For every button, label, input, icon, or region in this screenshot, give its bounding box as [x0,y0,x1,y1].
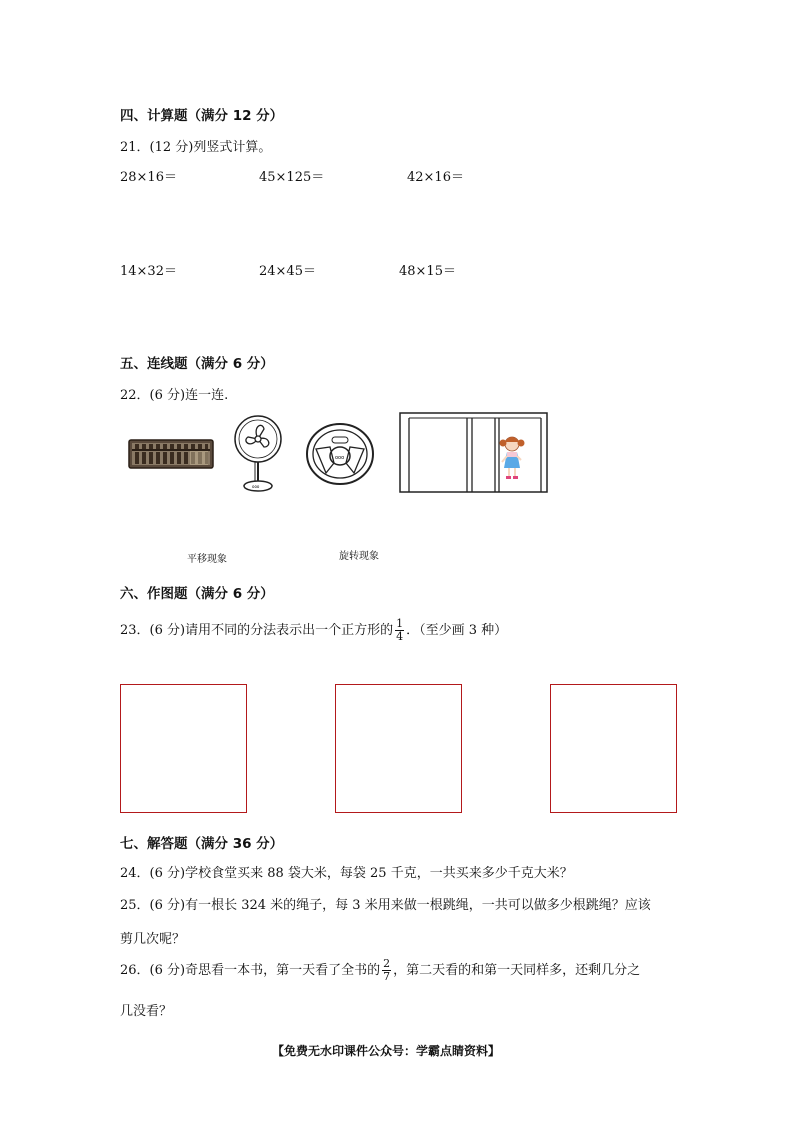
section6-heading: 六、作图题（满分 6 分） [120,586,274,602]
problem-28x16: 28×16＝ [120,170,177,185]
steering-wheel-image [304,421,376,487]
fraction-denominator: 7 [383,970,391,983]
section7-heading: 七、解答题（满分 36 分） [120,836,284,852]
question-26-suffix: ，第二天看的和第一天同样多，还剩几分之 [393,963,641,978]
svg-text:ooo: ooo [252,484,260,489]
question-23-text: 23．(6 分)请用不同的分法表示出一个正方形的 [120,623,394,638]
fan-image [232,413,284,493]
drawing-square-2[interactable] [335,684,462,813]
question-21: 21．(12 分)列竖式计算。 [120,140,272,155]
problem-48x15: 48×15＝ [399,264,456,279]
problem-14x32: 14×32＝ [120,264,177,279]
fraction-numerator: 2 [383,957,391,970]
window-girl-image [399,412,549,494]
question-23 [120,618,507,643]
problem-24x45: 24×45＝ [259,264,316,279]
drawing-square-3[interactable] [550,684,677,813]
question-23-suffix: ．（至少画 3 种） [406,623,508,638]
question-26-text: 26．(6 分)奇思看一本书，第一天看了全书的 [120,963,381,978]
label-translation: 平移现象 [187,554,227,565]
fraction-denominator: 4 [396,630,404,643]
footer-note: 【免费无水印课件公众号：学霸点睛资料】 [272,1044,501,1058]
problem-42x16: 42×16＝ [407,170,464,185]
section4-heading: 四、计算题（满分 12 分） [120,108,284,124]
svg-text:ooo: ooo [335,455,345,461]
question-26-line1 [120,958,640,983]
problem-45x125: 45×125＝ [259,170,325,185]
question-25-line1: 25．(6 分)有一根长 324 米的绳子，每 3 米用来做一根跳绳，一共可以做多少根跳绳？应该 [120,898,651,913]
fraction-numerator: 1 [396,617,404,630]
label-rotation: 旋转现象 [339,551,379,562]
section5-heading: 五、连线题（满分 6 分） [120,356,274,372]
drawing-square-1[interactable] [120,684,247,813]
question-24: 24．(6 分)学校食堂买来 88 袋大米，每袋 25 千克，一共买来多少千克大米？ [120,866,573,881]
abacus-image [128,437,214,471]
fraction-one-quarter [395,618,404,643]
question-25-line2: 剪几次呢？ [120,932,186,947]
question-26-line2: 几没看？ [120,1004,173,1019]
question-22: 22．(6 分)连一连. [120,388,229,403]
fraction-two-sevenths [382,958,391,983]
